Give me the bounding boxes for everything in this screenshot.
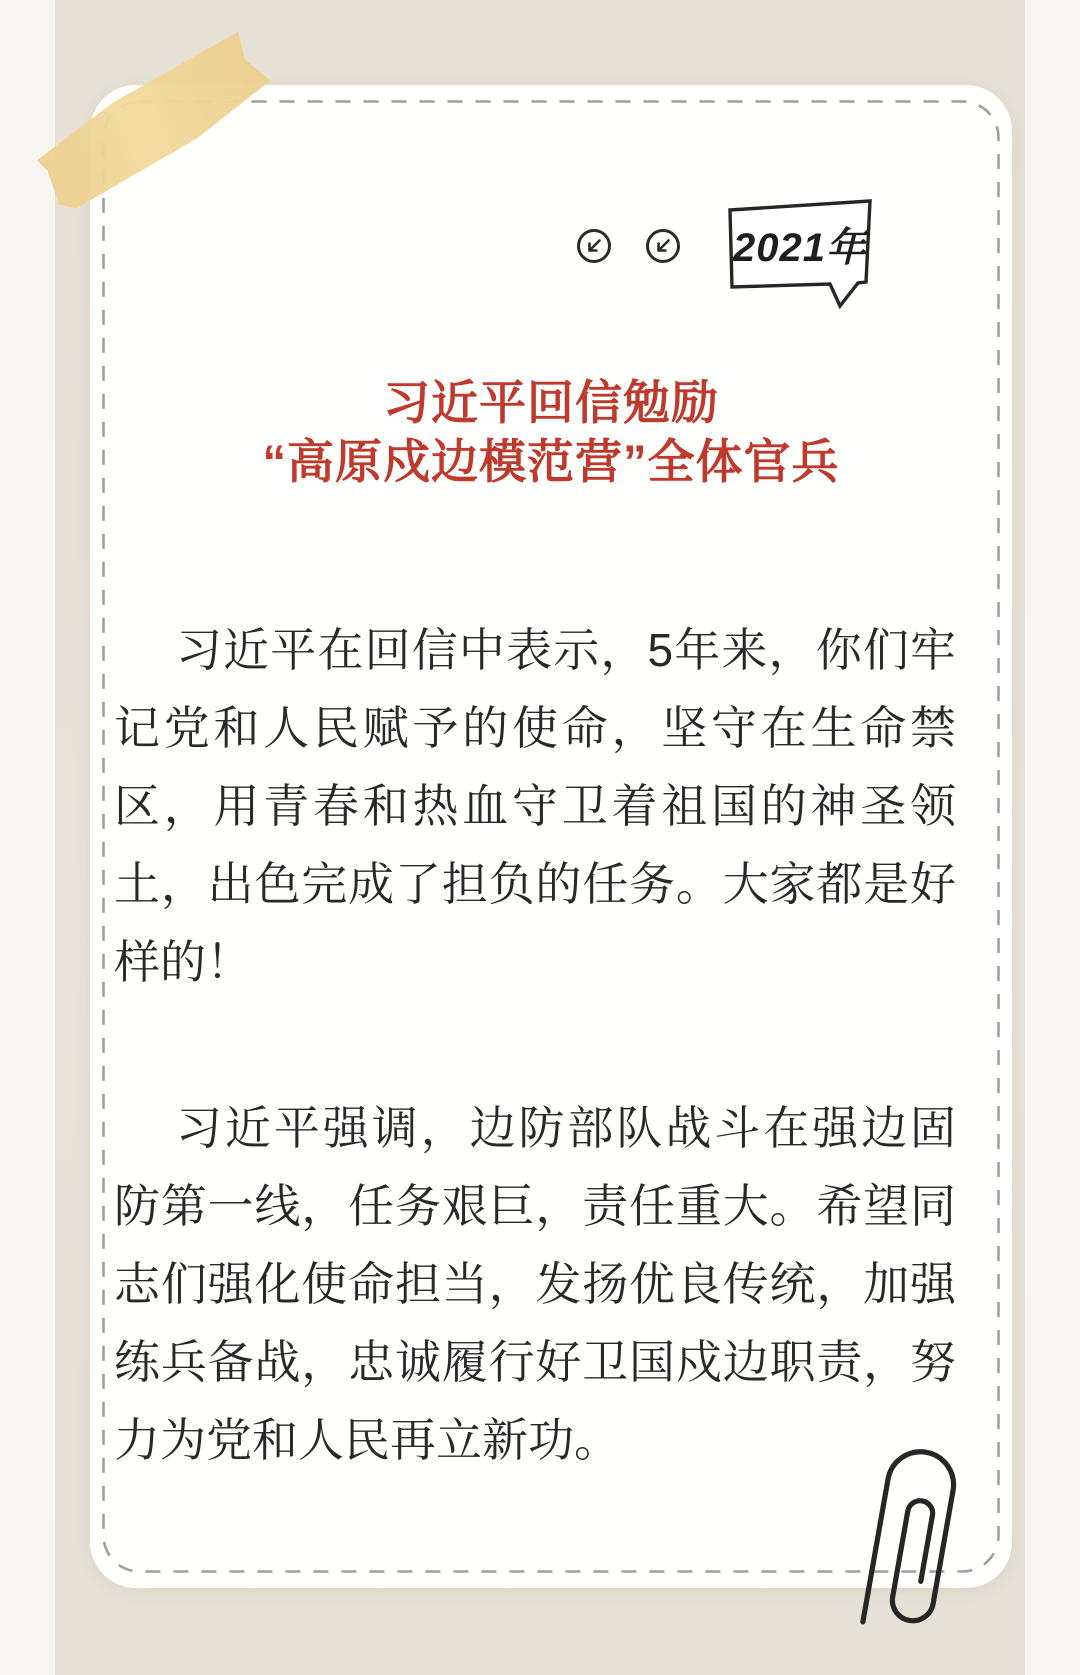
- article-title-line2: “高原戍边模范营”全体官兵: [262, 435, 840, 488]
- southwest-arrow-icon: [577, 229, 611, 263]
- article-title-line1: 习近平回信勉励: [383, 376, 719, 429]
- paragraph: 习近平强调，边防部队战斗在强边固防第一线，任务艰巨，责任重大。希望同志们强化使命担当，发扬优良传统，加强练兵备战，忠诚履行好卫国戍边职责，努力为党和人民再立新功。: [114, 1102, 956, 1466]
- paragraph: 习近平在回信中表示，5年来，你们牢记党和人民赋予的使命，坚守在生命禁区，用青春和热血守卫着祖国的神圣领土，出色完成了担负的任务。大家都是好样的！: [114, 624, 956, 988]
- article-body: [114, 611, 956, 1479]
- article-title: [101, 373, 1001, 491]
- southwest-arrow-icon: [646, 229, 680, 263]
- year-badge: 2021年: [733, 225, 867, 270]
